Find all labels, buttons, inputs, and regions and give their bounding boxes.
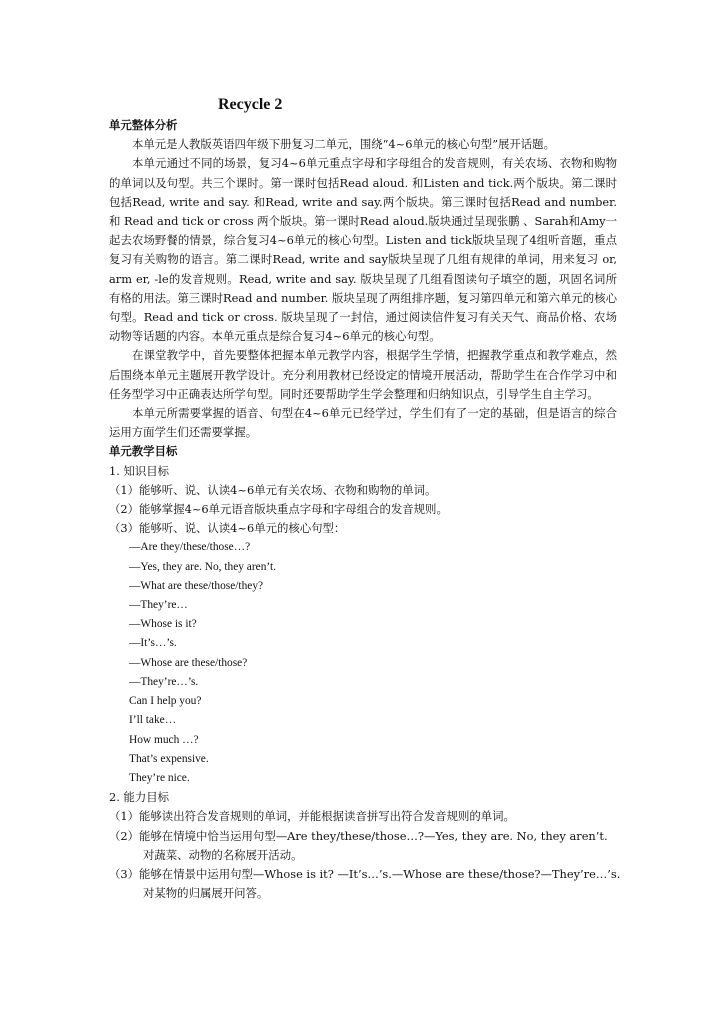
paragraph: 本单元所需要掌握的语音、句型在4~6单元已经学过，学生们有了一定的基础，但是语言的综合运用方面学生们还需要掌握。 (109, 406, 617, 440)
sentence-line: —Whose are these/those? (129, 656, 248, 669)
sentence-line: —They’re…’s. (129, 675, 199, 688)
objective-item: （2）能够掌握4~6单元语音版块重点字母和字母组合的发音规则。 (109, 502, 448, 517)
subheading-knowledge: 1. 知识目标 (109, 463, 170, 478)
sentence-line: —Whose is it? (129, 618, 197, 631)
document-body (109, 116, 621, 903)
section-heading-analysis: 单元整体分析 (109, 118, 178, 132)
sentence-line: That’s expensive. (129, 752, 209, 765)
paragraph: 本单元是人教版英语四年级下册复习二单元，围绕“4~6单元的核心句型”展开话题。 (132, 137, 555, 152)
objective-item: （3）能够在情景中运用句型—Whose is it? —It’s…’s.—Whose are these/those?—They’re…’s. (109, 866, 621, 881)
sentence-line: —They’re… (129, 599, 188, 612)
paragraph: 在课堂教学中，首先要整体把握本单元教学内容，根据学生学情，把握教学重点和教学难点，然后围绕本单元主题展开教学设计。充分利用教材已经设定的情境开展活动，帮助学生在合作学习中和任务型学习中正确表达所学句型。同时还要帮助学生学会整理和归纳知识点，引导学生自主学习。 (109, 348, 617, 401)
sentence-line: —Are they/these/those…? (129, 541, 251, 554)
sentence-line: Can I help you? (129, 695, 202, 708)
sentence-line: How much …? (129, 733, 199, 746)
objective-item-continuation: 对蔬菜、动物的名称展开活动。 (143, 847, 303, 862)
sentence-line: —What are these/those/they? (129, 579, 264, 592)
sentence-line: —Yes, they are. No, they aren’t. (129, 560, 276, 573)
paragraph: 本单元通过不同的场景，复习4~6单元重点字母和字母组合的发音规则，有关农场、衣物和购物的单词以及句型。共三个课时。第一课时包括Read aloud. 和Listen and tick.两个版块。第二课时包括Read, write and say. 和Read, write and say.两个版块。第三课时包括Read and number. 和 Read and tick or cross 两个版块。第一课时Read aloud.版块通过呈现张鹏 、Sarah和Amy一起去农场野餐的情景，综合复习4~6单元的核心句型。Listen and tick版块呈现了4组听音题，重点复习有关购物的语言。第二课时Read, write and say版块呈现了几组有规律的单词，用来复习 or, arm er, -le的发音规则。Read, write and say. 版块呈现了几组看图读句子填空的题，巩固名词所有格的用法。第三课时Read and number. 版块呈现了两组排序题，复习第四单元和第六单元的核心句型。Read and tick or cross. 版块呈现了一封信，通过阅读信件复习有关天气、商品价格、农场动物等话题的内容。本单元重点是综合复习4~6单元的核心句型。 (109, 156, 617, 344)
sentence-list (109, 538, 617, 788)
sentence-line: I’ll take… (129, 714, 177, 727)
subheading-ability: 2. 能力目标 (109, 790, 170, 805)
objective-item: （1）能够听、说、认读4~6单元有关农场、衣物和购物的单词。 (109, 482, 437, 497)
objective-item: （2）能够在情境中恰当运用句型—Are they/these/those…?—Yes, they are. No, they aren’t. (109, 828, 608, 843)
sentence-line: —It’s…’s. (129, 637, 177, 650)
objective-item-continuation: 对某物的归属展开问答。 (143, 886, 269, 901)
objective-item: （1）能够读出符合发音规则的单词，并能根据读音拼写出符合发音规则的单词。 (109, 809, 515, 824)
document-title: Recycle 2 (218, 96, 283, 113)
section-heading-objectives: 单元教学目标 (109, 444, 178, 459)
objective-item: （3）能够听、说、认读4~6单元的核心句型： (109, 521, 346, 536)
sentence-line: They’re nice. (129, 771, 190, 784)
